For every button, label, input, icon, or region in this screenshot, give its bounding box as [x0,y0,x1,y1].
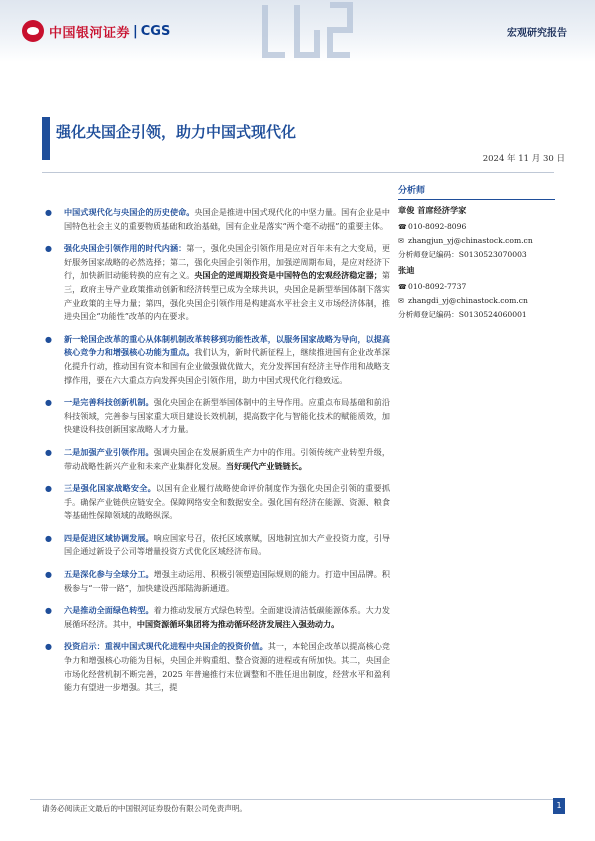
bullet-dot-icon: ● [45,208,52,217]
report-title: 强化央国企引领，助力中国式现代化 [56,123,297,141]
email-icon: ✉ [398,237,404,245]
analyst-cert: 分析师登记编码：S0130523070003 [398,250,527,259]
bullet-lead: 新一轮国企改革的重心从体制机制改革转移到功能性改革，以服务国家战略为导向，以提高核心竞争力和增强核心功能为重点。 [64,333,390,358]
bullet-text: 强调央国企在发展新质生产力中的作用。引领传统产业转型升级，带动战略性新兴产业和未来产业集群化发展。 [64,446,390,471]
bullet-lead: 五是深化参与全球分工。 [64,569,154,580]
disclaimer-note: 请务必阅读正文最后的中国银河证券股份有限公司免责声明。 [42,804,248,813]
brand-name: 中国银河证券 [49,25,131,41]
bullet-lead: 一是完善科技创新机制。 [64,397,154,408]
bullet-text: 我们认为，新时代新征程上，继续推进国有企业改革深化提升行动，推动国有资本和国有企业做强做优做大，充分发挥国有经济主导作用和战略支撑作用，要在六大重点方向发挥央国企引领作用，助力中国式现代化行稳致远。 [64,347,390,385]
bullet-text: 着力推动发展方式绿色转型。全面建设清洁低碳能源体系。大力发展循环经济。其中， [64,605,390,629]
bullet-dot-icon: ● [45,244,52,254]
brand-name-en: CGS [140,23,171,39]
page-number: 1 [553,798,565,814]
analyst-cert: 分析师登记编码：S0130524060001 [398,310,527,319]
analyst-card [398,265,555,321]
bullet-text: 增强主动运用、积极引领塑造国际规则的能力。打造中国品牌。积极参与“一带一路”，加快建设西部陆海新通道。 [64,569,390,593]
bullet-lead: 投资启示：重视中国式现代化进程中央国企的投资价值。 [64,641,268,652]
analyst-name: 张迪 [398,265,415,275]
analyst-email[interactable]: zhangdi_yj@chinastock.com.cn [408,296,528,305]
phone-icon: ☎ [398,283,407,291]
bullet-lead: 二是加强产业引领作用。 [64,446,154,457]
divider [42,172,554,173]
bullet-lead: 四是促进区域协调发展。 [64,532,154,543]
bullet-dot-icon: ● [45,334,52,344]
summary-bullet [42,242,390,324]
bullet-emphasis: 中国资源循环集团将为推动循环经济发展注入强劲动力。 [136,618,340,629]
summary-bullet [42,446,390,473]
bullet-text: 第三，政府主导产业政策推动创新和经济转型已成为全球共识，央国企是新型举国体制下落实产业政策的主导力量；第四，强化央国企引领作用是构建高水平社会主义市场经济体制，推进央国企“功能性”改革的内在要求。 [64,270,390,322]
bullet-dot-icon: ● [45,606,52,616]
report-type: 宏观研究报告 [507,28,567,39]
bullet-dot-icon: ● [45,484,52,494]
bullet-lead: 强化央国企引领作用的时代内涵： [64,243,187,254]
bullet-dot-icon: ● [45,447,52,457]
summary-bullet [42,333,390,387]
bullet-text: 强化央国企在新型举国体制中的主导作用。应重点布局基础和前沿科技领域，完善参与国家重大项目建设长效机制，提高数字化与智能化技术的赋能质效，加快建设科技创新国家战略人才力量。 [64,397,390,435]
summary-bullet [42,640,390,694]
summary-bullets [42,206,390,704]
phone-icon: ☎ [398,223,407,231]
summary-bullet [42,482,390,523]
summary-bullet [42,206,390,233]
bullet-text: 响应国家号召，依托区域禀赋，因地制宜加大产业投资力度，引导国企通过新设子公司等增量投资方式优化区域经济布局。 [64,532,390,557]
bullet-dot-icon: ● [45,533,52,543]
bullet-emphasis: 央国企的逆周期投资是中国特色的宏观经济稳定器； [194,270,382,281]
email-icon: ✉ [398,297,404,305]
logo-icon [22,20,44,42]
analyst-phone: 010-8092-7737 [408,282,467,291]
analyst-heading: 分析师 [398,183,555,200]
footer-divider [30,799,565,800]
bullet-emphasis: 当好现代产业链链长。 [225,460,307,471]
bullet-lead: 三是强化国家战略安全。 [64,483,157,494]
analyst-name: 章俊 首席经济学家 [398,205,467,215]
bullet-lead: 六是推动全面绿色转型。 [64,605,154,616]
bullet-dot-icon: ● [45,398,52,408]
title-accent-bar [42,117,50,160]
bullet-dot-icon: ● [45,642,52,652]
header-watermark-graphic [255,0,365,62]
brand-logo [22,20,170,42]
summary-bullet [42,532,390,559]
bullet-lead: 中国式现代化与央国企的历史使命。 [64,207,195,217]
brand-separator: | [133,23,138,39]
summary-bullet [42,568,390,595]
summary-bullet [42,604,390,631]
analyst-phone: 010-8092-8096 [408,222,467,231]
bullet-text: 第一，强化央国企引领作用是应对百年未有之大变局，更好服务国家战略的必然选择；第二，强化央国企引领作用，加强逆周期布局，是应对经济下行，加快新旧动能转换的应有之义。 [64,243,390,281]
analyst-card [398,205,555,261]
report-date: 2024 年 11 月 30 日 [482,154,565,164]
summary-bullet [42,396,390,437]
bullet-text: 央国企是推进中国式现代化的中坚力量。国有企业是中国特色社会主义的重要物质基础和政治基础，国有企业是落实“两个毫不动摇”的重要主体。 [64,207,390,231]
analyst-email[interactable]: zhangjun_yj@chinastock.com.cn [408,236,533,245]
bullet-dot-icon: ● [45,570,52,580]
bullet-text: 其一，本轮国企改革以提高核心竞争力和增强核心功能为目标，央国企并购重组、整合资源的进程或有所加快。其二，央国企市场化经营机制不断完善，2025 年普遍推行末位调整和不胜任退出制度，经营水平和盈利能力有望进一步增强。其三，提 [64,641,390,693]
analyst-sidebar [398,183,555,321]
bullet-text: 以国有企业履行战略使命评价制度作为强化央国企引领的重要抓手。确保产业链供应链安全。保障网络安全和数据安全。强化国有经济在能源、资源、粮食等基础性保障领域的战略纵深。 [64,483,390,521]
